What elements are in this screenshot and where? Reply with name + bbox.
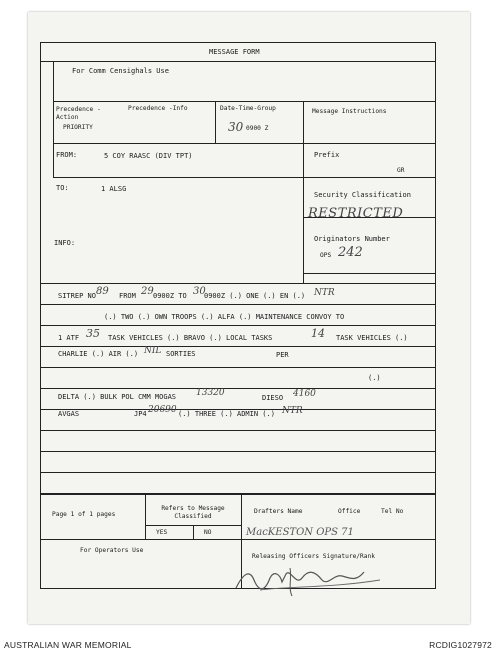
message-line-4-text: CHARLIE (.) AIR (.) <box>58 350 139 358</box>
rule <box>41 283 435 284</box>
message-line-3-handwriting: 35 <box>86 327 100 340</box>
message-line-6-handwriting: 4160 <box>293 389 316 399</box>
comms-use-label: For Comm Censighals Use <box>72 67 169 75</box>
dtg-label: Date-Time-Group <box>220 105 276 112</box>
message-line-7-text: JP4 <box>134 410 147 418</box>
page-count-label: Page 1 of 1 pages <box>52 511 116 518</box>
security-classification-label: Security Classification <box>314 191 411 199</box>
to-label: TO: <box>56 184 69 192</box>
message-line <box>41 472 435 473</box>
rule <box>53 143 435 144</box>
message-line-1-handwriting: 29 <box>141 286 154 297</box>
message-line-4-text: PER <box>276 351 289 359</box>
drafter-handwritten: MacKESTON OPS 71 <box>246 527 354 538</box>
message-line <box>41 388 435 389</box>
form-title: MESSAGE FORM <box>209 48 260 56</box>
to-value: 1 ALSG <box>101 185 127 193</box>
refers-to-message-label: Refers to Message Classified <box>161 505 225 520</box>
no-label: NO <box>204 529 212 536</box>
originators-number-prefix: OPS <box>320 252 332 259</box>
releasing-officers-signature-label: Releasing Officers Signature/Rank <box>252 553 375 560</box>
message-line-5-text: (.) <box>368 374 381 382</box>
rule <box>145 493 146 539</box>
message-line-1-text: FROM <box>119 292 136 300</box>
message-line <box>41 430 435 431</box>
drafters-name-label: Drafters Name <box>254 508 303 515</box>
rule <box>215 101 216 143</box>
message-line-1-handwriting: 30 <box>193 286 206 297</box>
rule <box>303 101 304 283</box>
prefix-label: Prefix <box>314 151 340 159</box>
message-line <box>41 451 435 452</box>
from-label: FROM: <box>56 151 78 159</box>
dtg-value: 0900 Z <box>246 125 269 132</box>
archive-credit: AUSTRALIAN WAR MEMORIAL <box>4 640 132 650</box>
rule <box>303 273 435 274</box>
message-line <box>41 325 435 326</box>
tel-no-label: Tel No <box>381 508 404 515</box>
message-line-7-text: (.) THREE (.) ADMIN (.) <box>178 410 275 418</box>
yes-label: YES <box>156 529 168 536</box>
message-line-3-handwriting: 14 <box>311 327 325 340</box>
message-line-2-text: (.) TWO (.) OWN TROOPS (.) ALFA (.) MAINTENANCE CONVOY TO <box>104 313 345 321</box>
message-line-6-text: DIESO <box>262 394 284 402</box>
message-line-4-handwriting: NIL <box>144 346 162 356</box>
message-line-7-handwriting: 20690 <box>148 405 177 415</box>
precedence-action-value: PRIORITY <box>63 124 93 131</box>
message-line <box>41 367 435 368</box>
message-line-3-text: 1 ATF <box>58 334 80 342</box>
security-classification-value: RESTRICTED <box>308 206 404 221</box>
rule <box>53 177 435 178</box>
message-line-1-handwriting: 89 <box>96 286 109 297</box>
rule <box>41 539 435 540</box>
from-value: 5 COY RAASC (DIV TPT) <box>104 152 193 160</box>
message-line-3-text: TASK VEHICLES (.) BRAVO (.) LOCAL TASKS <box>108 334 273 342</box>
rule <box>53 61 54 177</box>
message-line-6-handwriting: 13320 <box>196 388 225 398</box>
archive-reference: RCDIG1027972 <box>429 640 492 650</box>
message-line-7-handwriting: NTR <box>282 406 303 416</box>
message-line-1-text: SITREP NO <box>58 292 96 300</box>
message-line-7-text: AVGAS <box>58 410 80 418</box>
message-line-6-text: DELTA (.) BULK POL CMM MOGAS <box>58 393 177 401</box>
originators-number-handwritten: 242 <box>338 245 363 260</box>
message-line-1-text: 0900Z (.) ONE (.) EN (.) <box>204 292 306 300</box>
rule <box>193 525 194 539</box>
dtg-handwritten: 30 <box>228 120 244 134</box>
rule <box>53 101 435 102</box>
rule <box>41 61 435 62</box>
message-line <box>41 346 435 347</box>
info-label: INFO: <box>54 239 76 247</box>
prefix-value: GR <box>397 167 405 174</box>
message-line-3-text: TASK VEHICLES (.) <box>336 334 408 342</box>
message-line <box>41 304 435 305</box>
precedence-info-label: Precedence -Info <box>128 105 188 112</box>
message-line-1-text: 0900Z TO <box>153 292 187 300</box>
rule <box>41 493 435 495</box>
precedence-action-label: Precedence - Action <box>56 106 101 121</box>
message-line-4-text: SORTIES <box>166 350 196 358</box>
operators-use-label: For Operators Use <box>80 547 144 554</box>
message-instructions-label: Message Instructions <box>312 108 387 115</box>
originators-number-label: Originators Number <box>314 235 390 243</box>
message-line-1-handwriting: NTR <box>314 288 335 298</box>
officer-signature <box>230 560 390 600</box>
office-label: Office <box>338 508 361 515</box>
